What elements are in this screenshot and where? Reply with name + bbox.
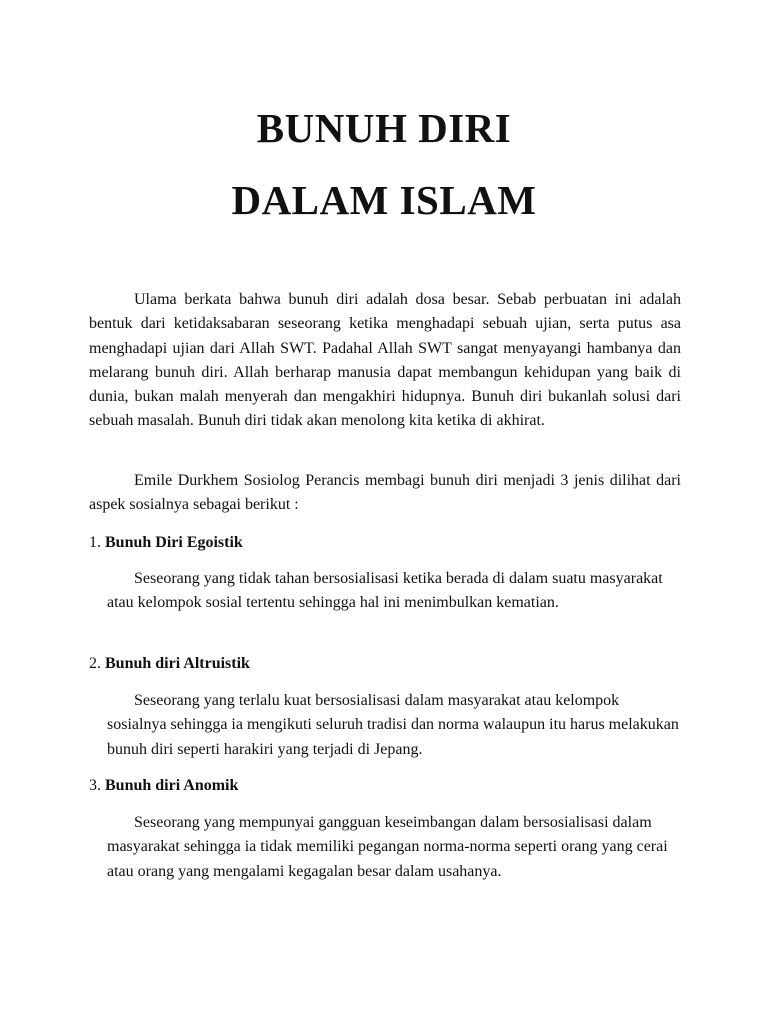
section-number: 1. (89, 534, 101, 551)
section-heading-text: Bunuh diri Altruistik (105, 655, 250, 672)
section-number: 2. (89, 655, 101, 672)
section-number: 3. (89, 777, 101, 794)
classification-paragraph: Emile Durkhem Sosiolog Perancis membagi bunuh diri menjadi 3 jenis dilihat dari aspek sosialnya sebagai berikut : (89, 472, 681, 514)
intro-paragraph: Ulama berkata bahwa bunuh diri adalah dosa besar. Sebab perbuatan ini adalah bentuk dari ketidaksabaran seseorang ketika menghadapi sebuah ujian, serta putus asa menghadapi ujian dari Allah SWT. Padahal Allah SWT sangat menyayangi hambanya dan melarang bunuh diri. Allah berharap manusia dapat membangun kehidupan yang baik di dunia, bukan malah menyerah dan mengakhiri hidupnya. Bunuh diri bukanlah solusi dari sebuah masalah. Bunuh diri tidak akan menolong kita ketika di akhirat. (89, 291, 681, 430)
section-heading-text: Bunuh diri Anomik (105, 777, 239, 794)
title-line-1: BUNUH DIRI (256, 105, 512, 151)
section-heading-anomik (89, 774, 238, 798)
section-text-egoistik: Seseorang yang tidak tahan bersosialisasi ketika berada di dalam suatu masyarakat atau kelompok sosial tertentu sehingga hal ini menimbulkan kematian. (107, 570, 663, 612)
section-heading-egoistik (89, 531, 243, 555)
section-heading-altruistik (89, 652, 250, 676)
section-heading-text: Bunuh Diri Egoistik (105, 534, 243, 551)
section-text-anomik: Seseorang yang mempunyai gangguan keseimbangan dalam bersosialisasi dalam masyarakat sehingga ia tidak memiliki pegangan norma-norma seperti orang yang cerai atau orang yang mengalami kegagalan besar dalam usahanya. (107, 814, 668, 880)
title-line-2: DALAM ISLAM (231, 177, 537, 223)
section-text-altruistik: Seseorang yang terlalu kuat bersosialisasi dalam masyarakat atau kelompok sosialnya sehingga ia mengikuti seluruh tradisi dan norma walaupun itu harus melakukan bunuh diri seperti harakiri yang terjadi di Jepang. (107, 692, 679, 758)
